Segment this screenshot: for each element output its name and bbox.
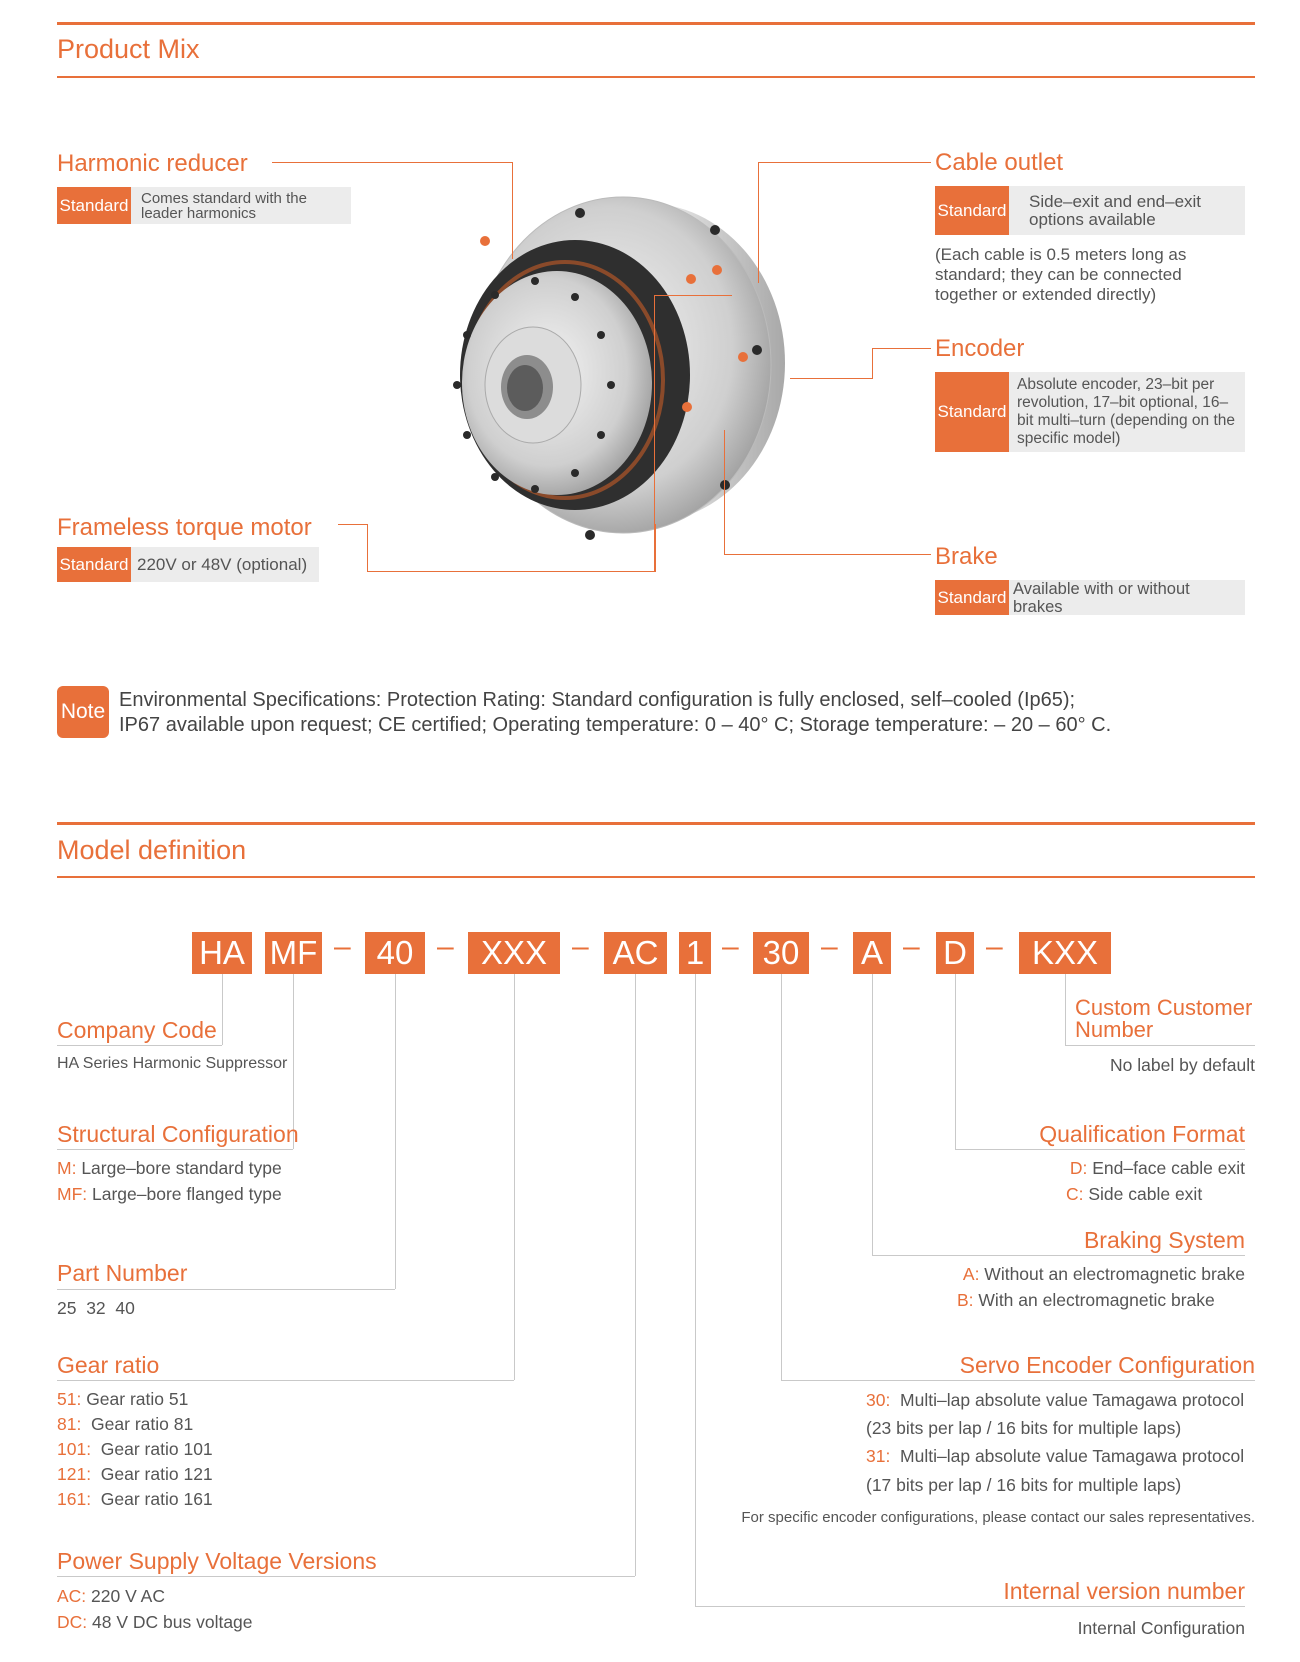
connector-ac: [635, 974, 636, 1576]
frameless-motor-title: Frameless torque motor: [57, 514, 312, 541]
internal-version-desc: Internal Configuration: [1077, 1618, 1245, 1638]
servo-text: Multi–lap absolute value Tamagawa protocol: [890, 1390, 1245, 1410]
code-mf: MF: [265, 932, 322, 974]
code-30: 30: [753, 932, 809, 974]
gear-ratio-item: [57, 1464, 213, 1485]
code-d: D: [936, 932, 974, 974]
brake-spec: [935, 580, 1245, 615]
servo-text: (17 bits per lap / 16 bits for multiple laps): [866, 1475, 1182, 1495]
encoder-title: Encoder: [935, 335, 1025, 362]
servo-encoder-item: [866, 1475, 1181, 1496]
cable-leader-line: [758, 162, 931, 283]
internal-version-title: Internal version number: [1003, 1578, 1245, 1604]
dash: –: [821, 930, 838, 963]
dash: –: [903, 930, 920, 963]
servo-key: 30:: [866, 1390, 891, 1410]
braking-item: [957, 1290, 1215, 1311]
gear-text: Gear ratio 161: [91, 1489, 213, 1509]
gear-ratio-item: [57, 1489, 213, 1510]
gear-text: Gear ratio 81: [81, 1414, 194, 1434]
servo-key: 31:: [866, 1446, 891, 1466]
servo-encoder-footnote: For specific encoder configurations, please contact our sales representatives.: [741, 1509, 1255, 1526]
frameless-motor-text: 220V or 48V (optional): [137, 554, 308, 574]
note-badge: Note: [57, 686, 109, 738]
gear-ratio-item: [57, 1414, 193, 1435]
connector-xxx-h: [57, 1380, 514, 1381]
connector-a-h: [872, 1255, 1245, 1256]
structural-item: [57, 1184, 282, 1205]
code-40: 40: [365, 932, 425, 974]
code-a: A: [853, 932, 891, 974]
connector-xxx: [514, 974, 515, 1380]
custom-number-desc: No label by default: [1110, 1055, 1255, 1075]
company-code-desc: HA Series Harmonic Suppressor: [57, 1055, 288, 1072]
servo-text: (23 bits per lap / 16 bits for multiple laps): [866, 1418, 1182, 1438]
structural-item: [57, 1158, 282, 1179]
code-xxx: XXX: [468, 932, 560, 974]
note-line-1: Environmental Specifications: Protection Rating: Standard configuration is fully enclosed, self–cooled (Ip65);: [119, 689, 1076, 711]
connector-ha-h: [57, 1045, 222, 1046]
cable-outlet-text: Side–exit and end–exit options available: [1029, 191, 1202, 229]
harmonic-reducer-spec: [57, 187, 351, 224]
connector-ha: [222, 974, 223, 1045]
gear-ratio-item: [57, 1439, 213, 1460]
section-title-product-mix: Product Mix: [57, 34, 200, 64]
standard-tag: Standard: [57, 187, 131, 224]
servo-encoder-item: [866, 1418, 1181, 1439]
power-text: 48 V DC bus voltage: [87, 1612, 253, 1632]
top-rule: [57, 22, 1255, 25]
braking-key: B:: [957, 1290, 974, 1310]
connector-ac-h: [57, 1576, 635, 1577]
power-supply-title: Power Supply Voltage Versions: [57, 1548, 377, 1574]
qualification-key: C:: [1066, 1184, 1084, 1204]
connector-mf-h: [57, 1149, 293, 1150]
note-line-2: IP67 available upon request; CE certified; Operating temperature: 0 – 40° C; Storage temperature: – 20 – 60° C.: [119, 714, 1112, 736]
qualification-key: D:: [1069, 1158, 1088, 1178]
brake-title: Brake: [935, 543, 998, 570]
dash: –: [722, 930, 739, 963]
cable-outlet-spec: [935, 186, 1245, 235]
gear-text: Gear ratio 121: [91, 1464, 213, 1484]
connector-d: [955, 974, 956, 1149]
gear-key: 161:: [57, 1489, 92, 1509]
gear-key: 101:: [57, 1439, 92, 1459]
title-underline: [57, 76, 1255, 78]
harmonic-reducer-title: Harmonic reducer: [57, 150, 248, 177]
connector-1: [695, 974, 696, 1606]
qualification-text: Side cable exit: [1083, 1184, 1203, 1204]
standard-tag: Standard: [935, 372, 1009, 452]
qualification-item: [1070, 1158, 1245, 1179]
model-top-rule: [57, 822, 1255, 825]
cable-outlet-title: Cable outlet: [935, 149, 1064, 176]
connector-40-h: [57, 1289, 395, 1290]
servo-encoder-title: Servo Encoder Configuration: [959, 1352, 1255, 1378]
power-key: AC:: [57, 1586, 87, 1606]
qualification-item: [1066, 1184, 1202, 1205]
power-text: 220 V AC: [86, 1586, 165, 1606]
encoder-leader-line: [872, 348, 931, 379]
gear-ratio-title: Gear ratio: [57, 1352, 160, 1378]
motor-leader-line-4: [654, 295, 655, 571]
company-code-title: Company Code: [57, 1017, 217, 1043]
motor-leader-line-2: [367, 524, 656, 572]
connector-40: [395, 974, 396, 1289]
braking-item: [963, 1264, 1245, 1285]
motor-leader-line: [338, 524, 368, 525]
gear-text: Gear ratio 101: [91, 1439, 213, 1459]
connector-d-h: [955, 1149, 1245, 1150]
harmonic-reducer-text: Comes standard with the leader harmonics: [141, 189, 307, 222]
custom-number-title-line1: Custom Customer: [1075, 995, 1253, 1020]
gear-key: 81:: [57, 1414, 82, 1434]
structural-key: MF:: [57, 1184, 88, 1204]
code-ac: AC: [604, 932, 667, 974]
braking-text: Without an electromagnetic brake: [979, 1264, 1245, 1284]
encoder-spec: [935, 372, 1245, 452]
gear-text: Gear ratio 51: [81, 1389, 189, 1409]
servo-encoder-item: [866, 1390, 1244, 1411]
custom-number-title: [1075, 997, 1255, 1041]
section-title-model-definition: Model definition: [57, 835, 247, 865]
servo-encoder-item: [866, 1446, 1244, 1467]
encoder-leader-line-2: [790, 378, 872, 379]
power-supply-item: [57, 1586, 165, 1607]
dash: –: [437, 930, 454, 963]
standard-tag: Standard: [935, 186, 1009, 235]
braking-title: Braking System: [1083, 1227, 1245, 1253]
connector-a: [872, 974, 873, 1255]
custom-number-title-line2: Number: [1075, 1017, 1154, 1042]
motor-leader-line-3: [654, 295, 732, 296]
qualification-title: Qualification Format: [1039, 1121, 1245, 1147]
connector-30-h: [781, 1380, 1255, 1381]
structural-text: Large–bore standard type: [76, 1158, 282, 1178]
brake-leader-line: [724, 430, 931, 555]
qualification-text: End–face cable exit: [1087, 1158, 1245, 1178]
environment-note: [119, 688, 1111, 738]
standard-tag: Standard: [57, 547, 131, 582]
braking-text: With an electromagnetic brake: [973, 1290, 1215, 1310]
connector-kxx-h: [1065, 1045, 1255, 1046]
gear-ratio-item: [57, 1389, 188, 1410]
dash: –: [986, 930, 1003, 963]
power-supply-item: [57, 1612, 253, 1633]
code-ha: HA: [192, 932, 252, 974]
connector-1-h: [695, 1606, 1245, 1607]
encoder-text: Absolute encoder, 23–bit per revolution, 17–bit optional, 16–bit multi–turn (depending on the specific model): [1017, 376, 1236, 447]
frameless-motor-spec: [57, 547, 319, 582]
braking-key: A:: [962, 1264, 980, 1284]
standard-tag: Standard: [935, 580, 1009, 615]
structural-title: Structural Configuration: [57, 1121, 299, 1147]
connector-kxx: [1065, 974, 1066, 1045]
gear-key: 51:: [57, 1389, 82, 1409]
structural-text: Large–bore flanged type: [87, 1184, 282, 1204]
brake-text: Available with or without brakes: [1013, 579, 1190, 616]
structural-key: M:: [57, 1158, 77, 1178]
connector-30: [781, 974, 782, 1380]
code-1: 1: [679, 932, 711, 974]
servo-text: Multi–lap absolute value Tamagawa protocol: [890, 1446, 1245, 1466]
part-number-title: Part Number: [57, 1260, 188, 1286]
part-number-desc: 25 32 40: [57, 1298, 135, 1318]
power-key: DC:: [57, 1612, 88, 1632]
model-title-underline: [57, 876, 1255, 878]
code-kxx: KXX: [1019, 932, 1111, 974]
gear-key: 121:: [57, 1464, 92, 1484]
dash: –: [334, 930, 351, 963]
cable-outlet-note: (Each cable is 0.5 meters long as standard; they can be connected together or extended directly): [935, 245, 1187, 304]
dash: –: [572, 930, 589, 963]
